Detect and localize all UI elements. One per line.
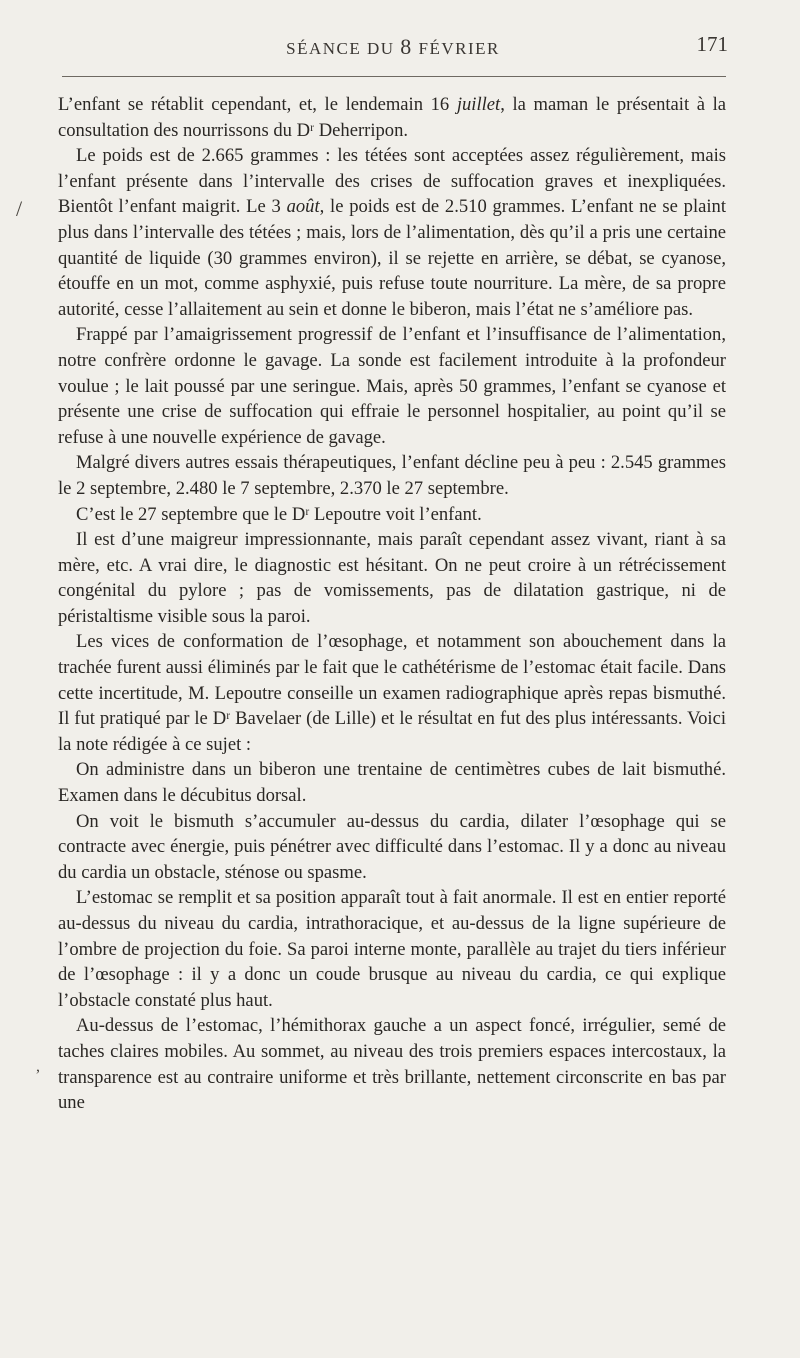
margin-slash-mark: /	[16, 196, 23, 221]
page-number: 171	[696, 32, 728, 56]
running-title-prefix: SÉANCE DU	[286, 39, 401, 58]
italic-date: juillet	[456, 94, 501, 115]
paragraph: On administre dans un biberon une trentaine de centimètres cubes de lait bismuthé. Examen dans le décubitus dorsal.	[58, 759, 726, 807]
paragraph: Les vices de conformation de l’œsophage, et notamment son abouchement dans la trachée furent aussi éliminés par le fait que le cathétérisme de l’estomac était facile. Dans cette incertitude, M. Lepoutre conseille un examen radiographique après repas bismuthé. Il fut pratiqué par le Dʳ Bavelaer (de Lille) et le résultat en fut des plus intéressants. Voici la note rédigée à ce sujet :	[58, 631, 726, 755]
running-title	[58, 34, 728, 60]
page-header	[58, 34, 728, 60]
paragraph: C’est le 27 septembre que le Dʳ Lepoutre voit l’enfant.	[76, 503, 482, 525]
body-text	[58, 92, 726, 1116]
running-title-month: FÉVRIER	[412, 39, 500, 58]
margin-comma-mark: ,	[36, 1058, 40, 1075]
paragraph: Malgré divers autres essais thérapeutiques, l’enfant décline peu à peu : 2.545 grammes le 2 septembre, 2.480 le 7 septembre, 2.370 le 27 septembre.	[58, 452, 726, 499]
running-title-day: 8	[400, 34, 413, 59]
italic-date: août	[286, 196, 320, 218]
header-rule	[62, 76, 726, 77]
paragraph: Frappé par l’amaigrissement progressif de l’enfant et l’insuffisance de l’alimentation, notre confrère ordonne le gavage. La sonde est facilement introduite à la profondeur voulue ; le lait poussé par une seringue. Mais, après 50 grammes, l’enfant se cyanose et présente une crise de suffocation qui effraie le personnel hospitalier, au point qu’il se refuse à une nouvelle expérience de gavage.	[58, 324, 726, 448]
paragraph: L’enfant se rétablit cependant, et, le lendemain 16 juillet, la maman le présentait à la consultation des nourrissons du Dʳ Deherripon.	[58, 94, 727, 141]
paragraph: On voit le bismuth s’accumuler au-dessus du cardia, dilater l’œsophage qui se contracte avec énergie, puis pénétrer avec difficulté dans l’estomac. Il y a donc au niveau du cardia un obstacle, sténose ou spasme.	[58, 810, 726, 883]
paragraph: Le poids est de 2.665 grammes : les tétées sont acceptées assez régulièrement, mais l’enfant présente dans l’intervalle des crises de suffocation graves et inexpliquées. Bientôt l’enfant maigrit. Le 3 août, le poids est de 2.510 grammes. L’enfant ne se plaint plus dans l’intervalle des tétées ; mais, lors de l’alimentation, dès qu’il a pris une certaine quantité de liquide (30 grammes environ), il se rejette en arrière, se débat, se cyanose, étouffe en un mot, comme asphyxié, puis refuse toute nourriture. La mère, de sa propre autorité, cesse l’allaitement au sein et donne le biberon, mais l’état ne s’améliore pas.	[58, 145, 726, 320]
paragraph: L’estomac se remplit et sa position apparaît tout à fait anormale. Il est en entier reporté au-dessus du niveau du cardia, intrathoracique, et au-dessus de la ligne supérieure de l’ombre de projection du foie. Sa paroi interne monte, parallèle au trajet du tiers inférieur de l’œsophage : il y a donc un coude brusque au niveau du cardia, ce qui explique l’obstacle constaté plus haut.	[58, 887, 726, 1011]
paragraph: Au-dessus de l’estomac, l’hémithorax gauche a un aspect foncé, irrégulier, semé de taches claires mobiles. Au sommet, au niveau des trois premiers espaces intercostaux, la transparence est au contraire uniforme et très brillante, nettement circonscrite en bas par une	[58, 1015, 726, 1114]
paragraph: Il est d’une maigreur impressionnante, mais paraît cependant assez vivant, riant à sa mère, etc. A vrai dire, le diagnostic est hésitant. On ne peut croire à un rétrécissement congénital du pylore ; pas de vomissements, pas de dilatation gastrique, ni de péristaltisme visible sous la paroi.	[58, 529, 726, 627]
